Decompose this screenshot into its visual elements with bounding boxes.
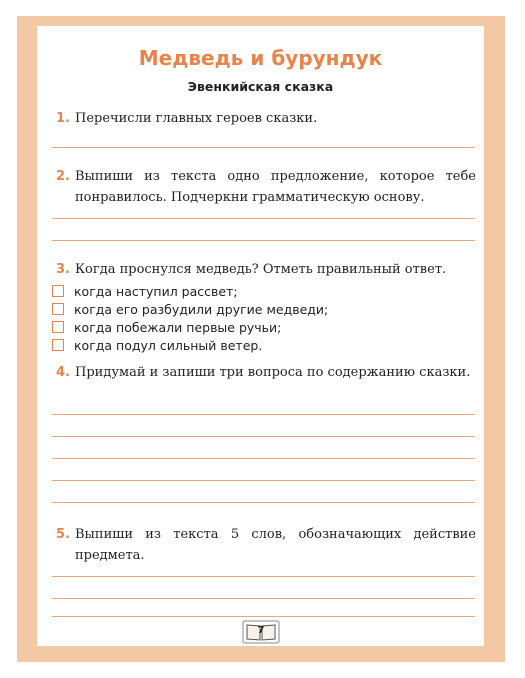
worksheet bbox=[37, 26, 484, 646]
page-number-badge bbox=[242, 620, 280, 644]
answer-line[interactable] bbox=[52, 576, 475, 577]
checkbox[interactable] bbox=[52, 339, 64, 351]
answer-line[interactable] bbox=[52, 502, 475, 503]
answer-line[interactable] bbox=[52, 436, 475, 437]
question-3 bbox=[56, 259, 476, 280]
question-1 bbox=[56, 108, 476, 129]
option-2[interactable] bbox=[52, 300, 328, 318]
option-label: когда наступил рассвет; bbox=[74, 283, 238, 299]
page-frame bbox=[17, 16, 505, 662]
question-text: Перечисли главных героев сказки. bbox=[75, 111, 318, 126]
question-2 bbox=[56, 166, 476, 208]
question-number: 3. bbox=[56, 262, 70, 277]
answer-line[interactable] bbox=[52, 480, 475, 481]
question-5 bbox=[56, 524, 476, 566]
option-label: когда побежали первые ручьи; bbox=[74, 319, 282, 335]
page-number: 7 bbox=[257, 625, 265, 636]
answer-line[interactable] bbox=[52, 218, 475, 219]
question-4 bbox=[56, 362, 476, 383]
answer-line[interactable] bbox=[52, 240, 475, 241]
checkbox[interactable] bbox=[52, 285, 64, 297]
option-3[interactable] bbox=[52, 318, 281, 336]
answer-line[interactable] bbox=[52, 458, 475, 459]
option-4[interactable] bbox=[52, 336, 262, 354]
question-text: Выпиши из текста 5 слов, обозначающих действие предмета. bbox=[75, 527, 476, 563]
question-number: 2. bbox=[56, 169, 70, 184]
page-subtitle: Эвенкийская сказка bbox=[187, 79, 334, 94]
answer-line[interactable] bbox=[52, 147, 475, 148]
answer-line[interactable] bbox=[52, 414, 475, 415]
option-1[interactable] bbox=[52, 282, 238, 300]
page-title: Медведь и бурундук bbox=[138, 46, 383, 70]
question-text: Когда проснулся медведь? Отметь правильный ответ. bbox=[75, 262, 447, 277]
question-number: 5. bbox=[56, 527, 70, 542]
question-text: Выпиши из текста одно предложение, которое тебе понравилось. Подчеркни грамматическую основу. bbox=[75, 169, 476, 205]
question-number: 1. bbox=[56, 111, 70, 126]
answer-line[interactable] bbox=[52, 598, 475, 599]
question-number: 4. bbox=[56, 365, 70, 380]
option-label: когда его разбудили другие медведи; bbox=[74, 301, 329, 317]
option-label: когда подул сильный ветер. bbox=[74, 337, 263, 353]
checkbox[interactable] bbox=[52, 321, 64, 333]
question-text: Придумай и запиши три вопроса по содержанию сказки. bbox=[75, 365, 471, 380]
answer-line[interactable] bbox=[52, 616, 475, 617]
checkbox[interactable] bbox=[52, 303, 64, 315]
